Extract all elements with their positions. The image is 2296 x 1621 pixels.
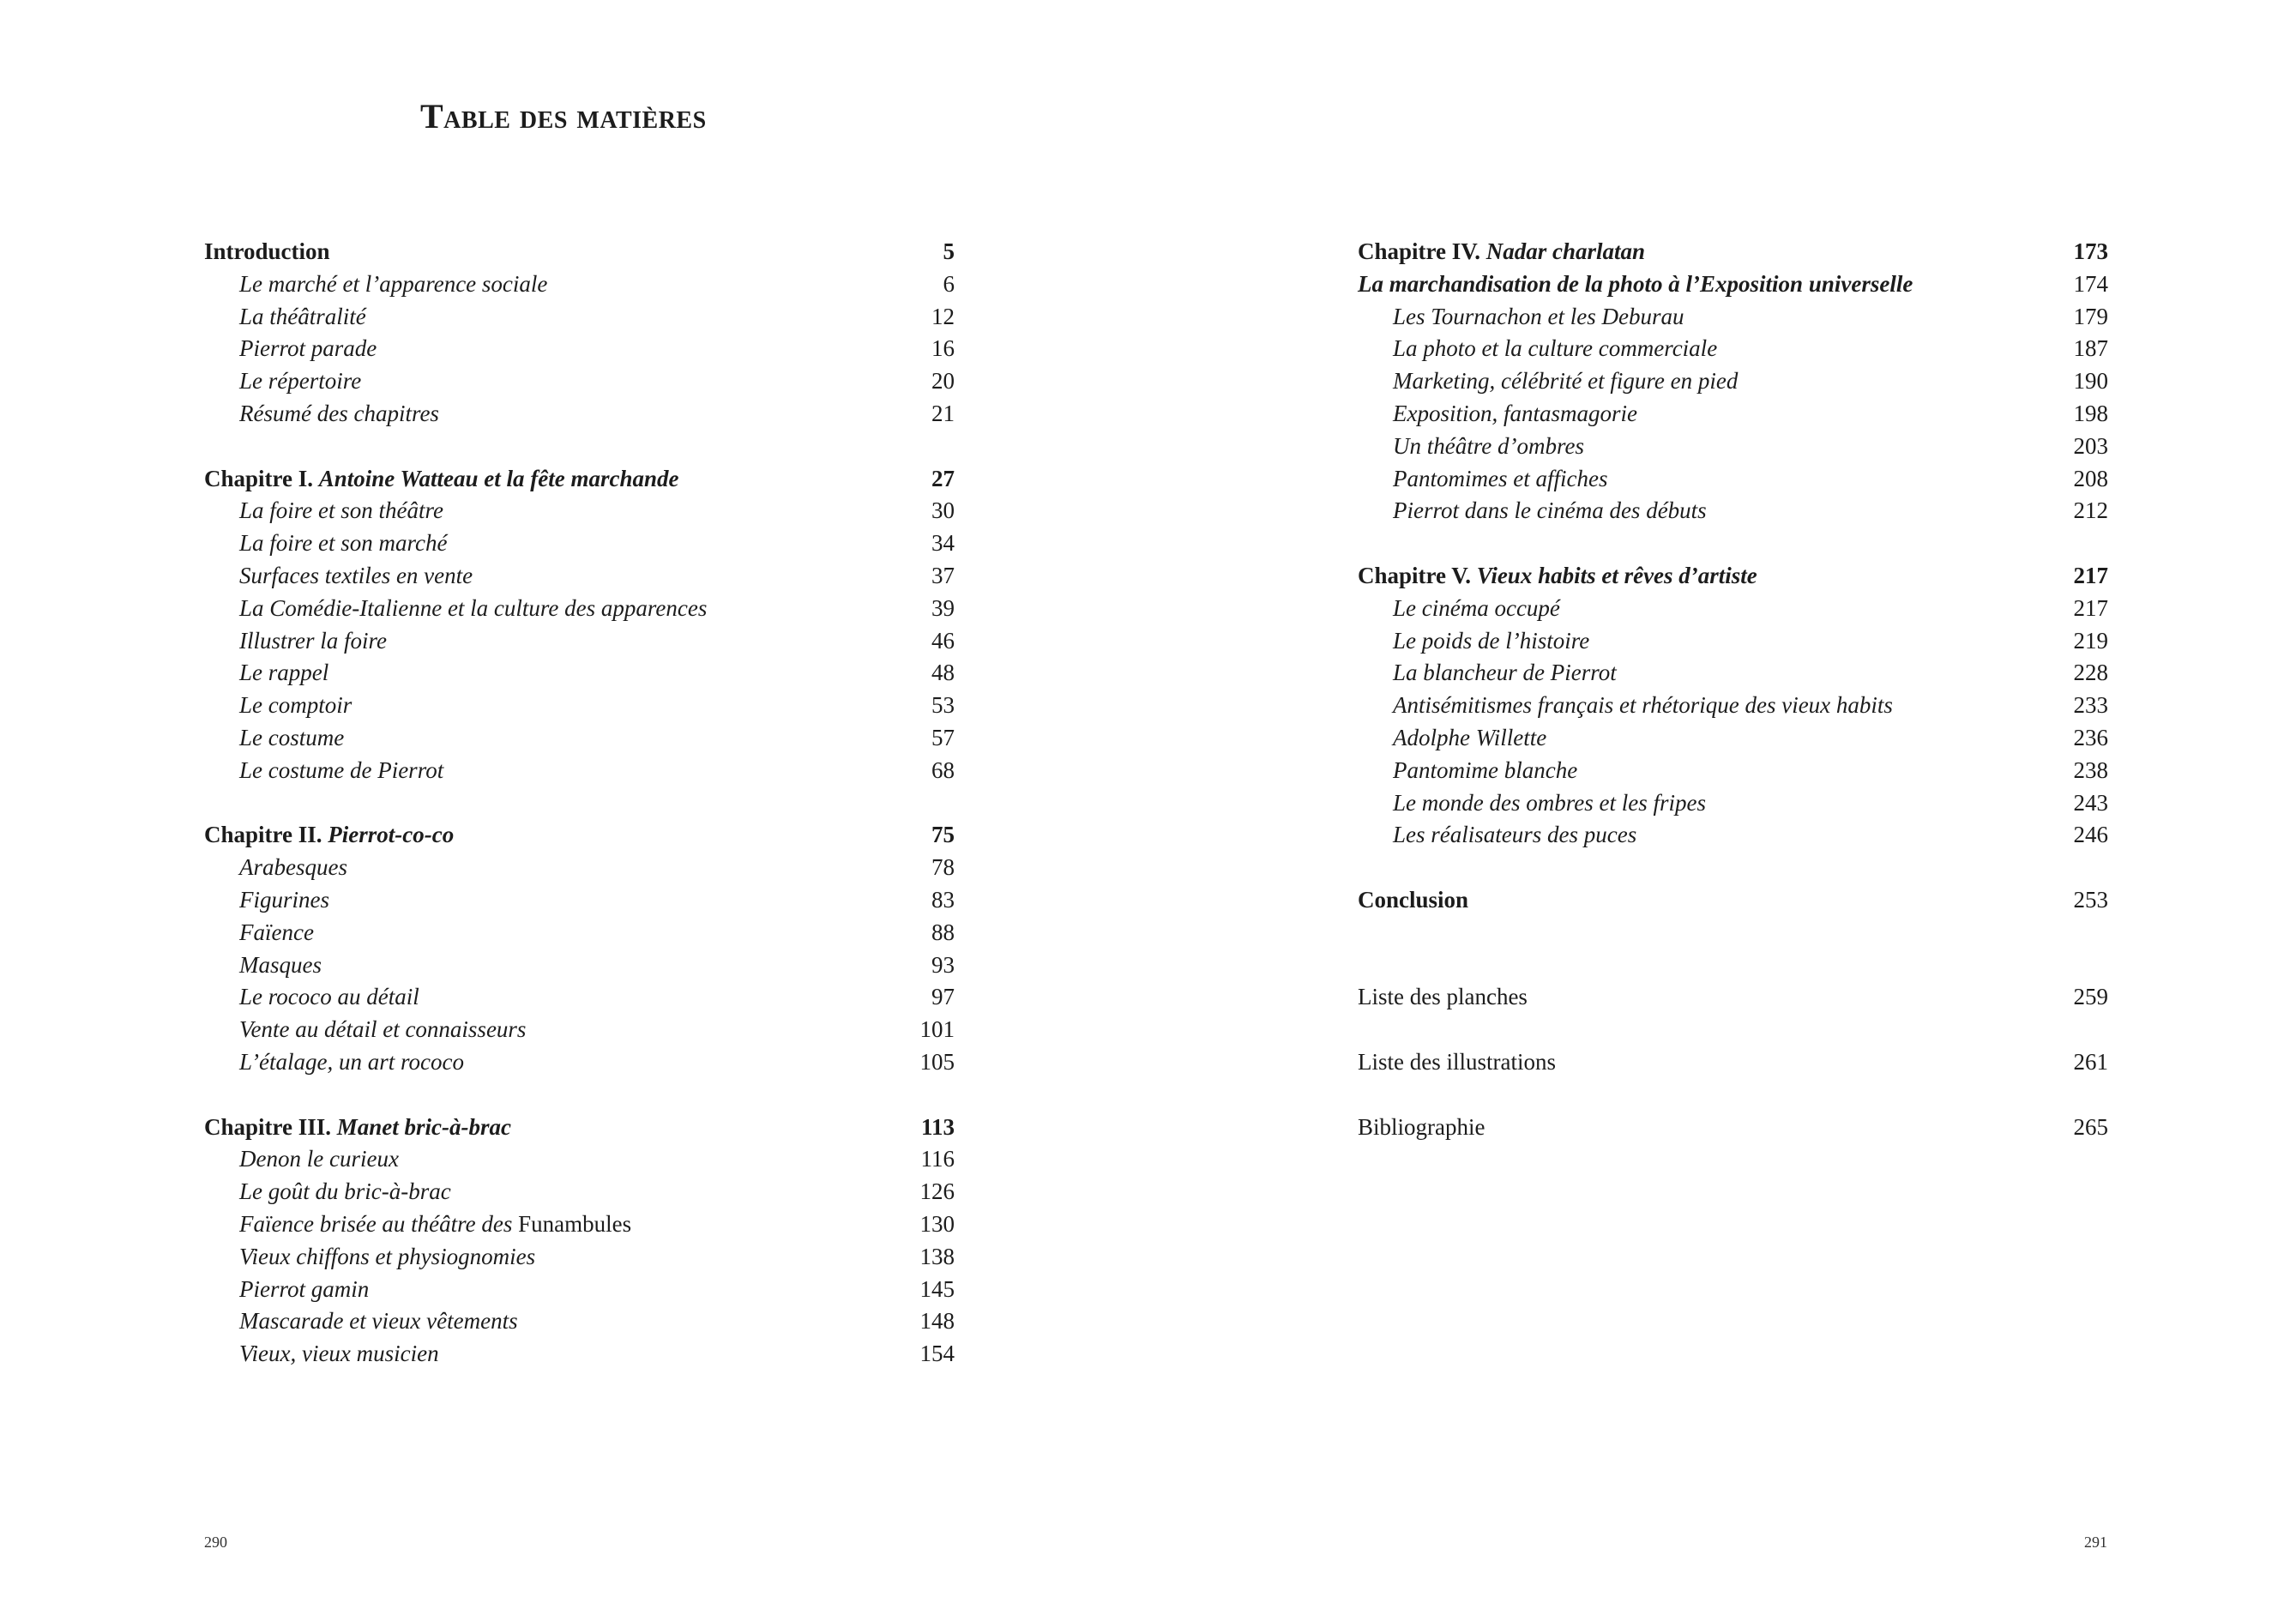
toc-entry[interactable]	[204, 755, 955, 787]
entry-label: Le répertoire	[239, 368, 362, 395]
page-number: 48	[931, 660, 955, 686]
page-number: 219	[2073, 627, 2108, 654]
toc-entry[interactable]	[1358, 787, 2108, 820]
entry-label: Pierrot dans le cinéma des débuts	[1393, 497, 1707, 524]
entry-label: Faïence	[239, 919, 314, 945]
toc-subheading[interactable]	[1358, 268, 2108, 301]
entry-label: Le rappel	[239, 660, 329, 686]
entry-label: La foire et son théâtre	[239, 497, 443, 524]
toc-backmatter-bibliographie[interactable]	[1358, 1112, 2108, 1144]
toc-section-conclusion[interactable]	[1358, 884, 2108, 917]
entry-label: Surfaces textiles en vente	[239, 562, 473, 588]
entry-label-roman: Funambules	[518, 1210, 632, 1237]
entry-label: La photo et la culture commerciale	[1393, 335, 1718, 362]
page-number: 39	[931, 594, 955, 621]
page-number: 190	[2073, 368, 2108, 395]
toc-entry[interactable]	[204, 625, 955, 658]
spacer	[1358, 1079, 2108, 1112]
page-number: 93	[931, 951, 955, 978]
entry-label: Antisémitismes français et rhétorique des vieux habits	[1393, 692, 1893, 719]
page-number: 83	[931, 886, 955, 913]
page-number: 265	[2073, 1113, 2108, 1140]
toc-entry[interactable]	[204, 333, 955, 365]
page-number: 30	[931, 497, 955, 524]
page-number: 34	[931, 530, 955, 557]
entry-label: L’étalage, un art rococo	[239, 1048, 464, 1075]
page-number: 212	[2073, 497, 2108, 524]
toc-entry[interactable]	[204, 1305, 955, 1338]
entry-label: Le comptoir	[239, 692, 353, 719]
page-number: 78	[931, 854, 955, 881]
entry-label: Figurines	[239, 886, 329, 913]
toc-entry[interactable]	[1358, 495, 2108, 527]
page-number: 145	[919, 1275, 955, 1302]
toc-entry[interactable]	[204, 1143, 955, 1176]
entry-label: La blancheur de Pierrot	[1393, 660, 1617, 686]
entry-label: Le goût du bric-à-brac	[239, 1178, 451, 1205]
toc-section-introduction[interactable]	[204, 236, 955, 268]
page-number: 238	[2073, 756, 2108, 783]
page-number: 154	[919, 1341, 955, 1367]
page-number: 5	[943, 238, 955, 264]
entry-label: Les Tournachon et les Deburau	[1393, 303, 1684, 329]
page-number: 75	[931, 822, 955, 848]
chapter-title	[204, 819, 454, 852]
page-number: 88	[931, 919, 955, 945]
toc-entry[interactable]	[204, 1274, 955, 1306]
entry-label: Liste des illustrations	[1358, 1048, 1556, 1075]
page-number: 253	[2073, 886, 2108, 913]
spacer	[204, 1079, 955, 1112]
toc-entry[interactable]	[204, 301, 955, 334]
entry-label: Le rococo au détail	[239, 984, 419, 1010]
section-title: Introduction	[204, 238, 330, 264]
toc-entry[interactable]	[204, 917, 955, 949]
entry-label: Un théâtre d’ombres	[1393, 432, 1584, 459]
toc-entry[interactable]	[204, 1046, 955, 1079]
page-number: 246	[2073, 822, 2108, 848]
page-number: 27	[931, 465, 955, 491]
entry-label: Le costume	[239, 724, 345, 750]
chapter-prefix: Chapitre I.	[204, 465, 314, 491]
toc-entry[interactable]	[1358, 463, 2108, 496]
page-number: 208	[2073, 465, 2108, 491]
entry-label: Exposition, fantasmagorie	[1393, 400, 1637, 426]
folio-left: 290	[204, 1534, 227, 1551]
chapter-title	[204, 463, 679, 496]
entry-label: Marketing, célébrité et figure en pied	[1393, 368, 1739, 395]
chapter-name: Manet bric-à-brac	[336, 1113, 512, 1140]
page-number: 138	[919, 1243, 955, 1269]
entry-label: Les réalisateurs des puces	[1393, 822, 1637, 848]
entry-label: Le monde des ombres et les fripes	[1393, 789, 1706, 816]
page-number: 97	[931, 984, 955, 1010]
toc-left-column	[204, 236, 955, 1371]
page-title: Table des matières	[420, 97, 707, 136]
toc-entry[interactable]	[204, 1014, 955, 1046]
toc-entry[interactable]	[204, 495, 955, 527]
entry-label: Le costume de Pierrot	[239, 756, 444, 783]
chapter-name: Nadar charlatan	[1485, 238, 1646, 264]
page-number: 57	[931, 724, 955, 750]
page-number: 228	[2073, 660, 2108, 686]
subheading-label: La marchandisation de la photo à l’Exposition universelle	[1358, 270, 1913, 297]
page-number: 21	[931, 400, 955, 426]
toc-entry[interactable]	[1358, 398, 2108, 431]
toc-entry[interactable]	[204, 657, 955, 690]
entry-label: Vieux chiffons et physiognomies	[239, 1243, 536, 1269]
page-number: 173	[2073, 238, 2108, 264]
toc-entry[interactable]	[1358, 755, 2108, 787]
entry-label: Liste des planches	[1358, 984, 1528, 1010]
page-number: 37	[931, 562, 955, 588]
toc-entry[interactable]	[1358, 625, 2108, 658]
entry-label: Pierrot gamin	[239, 1275, 370, 1302]
toc-entry[interactable]	[204, 690, 955, 722]
entry-label: Pierrot parade	[239, 335, 377, 362]
section-title: Conclusion	[1358, 886, 1469, 913]
toc-entry[interactable]	[1358, 593, 2108, 625]
entry-label: Pantomimes et affiches	[1393, 465, 1608, 491]
chapter-title	[1358, 236, 1645, 268]
page-number: 174	[2073, 270, 2108, 297]
entry-label: Le poids de l’histoire	[1393, 627, 1590, 654]
toc-entry[interactable]	[204, 268, 955, 301]
toc-entry[interactable]	[204, 398, 955, 431]
page-number: 233	[2073, 692, 2108, 719]
page-number: 261	[2073, 1048, 2108, 1075]
chapter-prefix: Chapitre III.	[204, 1113, 332, 1140]
chapter-title	[1358, 560, 1757, 593]
toc-entry[interactable]	[204, 1208, 955, 1241]
toc-entry[interactable]	[204, 722, 955, 755]
toc-entry[interactable]	[204, 560, 955, 593]
chapter-title	[204, 1112, 511, 1144]
entry-label: Mascarade et vieux vêtements	[239, 1308, 518, 1335]
spacer	[1358, 1014, 2108, 1046]
page-number: 243	[2073, 789, 2108, 816]
toc-chapter-1[interactable]	[204, 463, 955, 496]
page-number: 187	[2073, 335, 2108, 362]
chapter-prefix: Chapitre II.	[204, 822, 322, 848]
page-number: 113	[920, 1113, 955, 1140]
toc-entry[interactable]	[1358, 333, 2108, 365]
page-number: 16	[931, 335, 955, 362]
toc-chapter-3[interactable]	[204, 1112, 955, 1144]
toc-chapter-5[interactable]	[1358, 560, 2108, 593]
toc-entry[interactable]	[204, 593, 955, 625]
page-number: 130	[919, 1210, 955, 1237]
entry-label: Résumé des chapitres	[239, 400, 439, 426]
folio-right: 291	[2084, 1534, 2107, 1551]
page-number: 236	[2073, 724, 2108, 750]
page-number: 20	[931, 368, 955, 395]
page-number: 6	[943, 270, 955, 297]
spacer	[204, 787, 955, 820]
toc-chapter-4[interactable]	[1358, 236, 2108, 268]
chapter-prefix: Chapitre IV.	[1358, 238, 1481, 264]
page-number: 53	[931, 692, 955, 719]
entry-label: Vente au détail et connaisseurs	[239, 1016, 527, 1043]
spacer	[1358, 852, 2108, 884]
entry-label: Le cinéma occupé	[1393, 594, 1560, 621]
page-number: 12	[931, 303, 955, 329]
toc-entry[interactable]	[1358, 431, 2108, 463]
page-number: 116	[920, 1146, 955, 1172]
chapter-name: Antoine Watteau et la fête marchande	[318, 465, 679, 491]
toc-entry[interactable]	[1358, 657, 2108, 690]
chapter-name: Vieux habits et rêves d’artiste	[1476, 562, 1757, 588]
toc-entry[interactable]	[204, 1176, 955, 1208]
toc-entry[interactable]	[1358, 301, 2108, 334]
entry-label	[239, 1208, 631, 1241]
entry-label: Arabesques	[239, 854, 347, 881]
toc-backmatter-illustrations[interactable]	[1358, 1046, 2108, 1079]
toc-entry[interactable]	[1358, 722, 2108, 755]
page-number: 68	[931, 756, 955, 783]
entry-label: La théâtralité	[239, 303, 366, 329]
toc-chapter-2[interactable]	[204, 819, 955, 852]
spacer	[1358, 917, 2108, 982]
entry-label: Adolphe Willette	[1393, 724, 1547, 750]
page-number: 179	[2073, 303, 2108, 329]
entry-label: La foire et son marché	[239, 530, 448, 557]
toc-entry[interactable]	[204, 884, 955, 917]
toc-entry[interactable]	[204, 949, 955, 982]
entry-label: Denon le curieux	[239, 1146, 399, 1172]
entry-label: Vieux, vieux musicien	[239, 1341, 439, 1367]
toc-entry[interactable]	[204, 365, 955, 398]
toc-entry[interactable]	[1358, 365, 2108, 398]
toc-entry[interactable]	[1358, 819, 2108, 852]
chapter-name: Pierrot-co-co	[328, 822, 455, 848]
page-number: 148	[919, 1308, 955, 1335]
spacer	[1358, 527, 2108, 560]
entry-label: Illustrer la foire	[239, 627, 387, 654]
toc-backmatter-planches[interactable]	[1358, 981, 2108, 1014]
page-number: 126	[919, 1178, 955, 1205]
entry-label: Pantomime blanche	[1393, 756, 1578, 783]
toc-entry[interactable]	[204, 1338, 955, 1371]
toc-entry[interactable]	[204, 527, 955, 560]
entry-label: Bibliographie	[1358, 1113, 1485, 1140]
page-number: 203	[2073, 432, 2108, 459]
spacer	[204, 431, 955, 463]
toc-entry[interactable]	[204, 1241, 955, 1274]
page-number: 217	[2073, 562, 2108, 588]
toc-entry[interactable]	[204, 852, 955, 884]
toc-right-column	[1358, 236, 2108, 1143]
entry-label: Le marché et l’apparence sociale	[239, 270, 548, 297]
chapter-prefix: Chapitre V.	[1358, 562, 1472, 588]
page-number: 101	[919, 1016, 955, 1043]
toc-entry[interactable]	[1358, 690, 2108, 722]
page-number: 217	[2073, 594, 2108, 621]
page-number: 259	[2073, 984, 2108, 1010]
entry-label-italic: Faïence brisée au théâtre des	[239, 1210, 513, 1237]
page-number: 198	[2073, 400, 2108, 426]
entry-label: La Comédie-Italienne et la culture des apparences	[239, 594, 708, 621]
page-number: 46	[931, 627, 955, 654]
page-number: 105	[919, 1048, 955, 1075]
entry-label: Masques	[239, 951, 322, 978]
toc-entry[interactable]	[204, 981, 955, 1014]
